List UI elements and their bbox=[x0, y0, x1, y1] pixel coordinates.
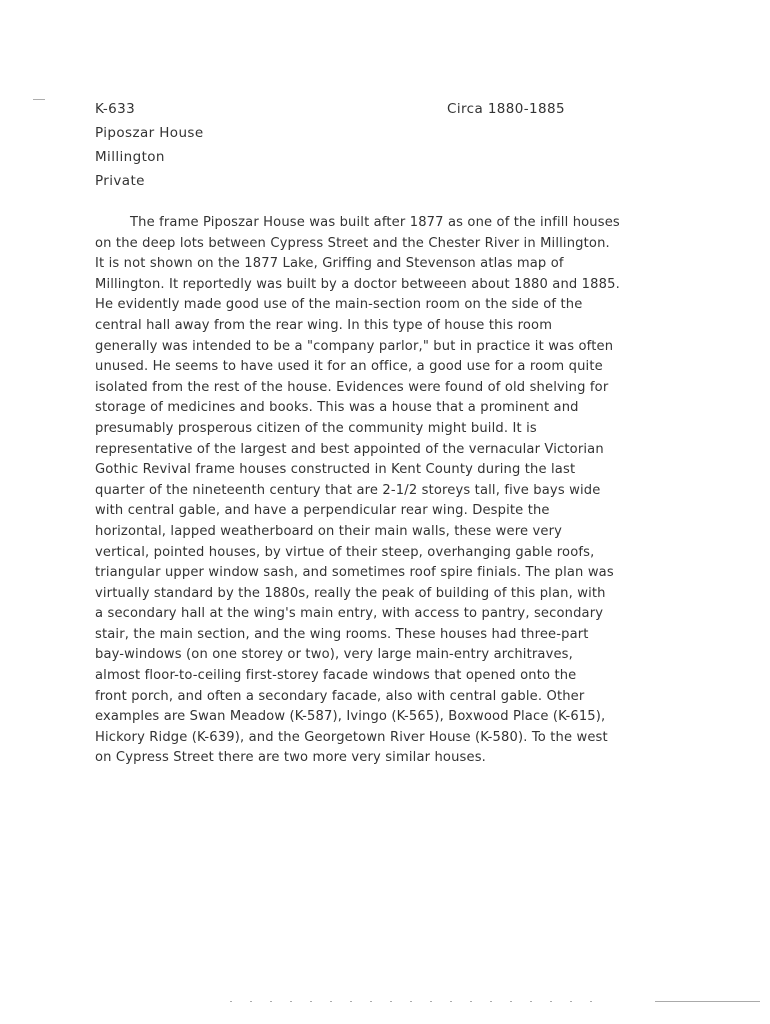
paragraph-line: Millington. It reportedly was built by a doctor betweeen about 1880 and 1885. bbox=[95, 276, 620, 292]
site-header bbox=[95, 97, 204, 193]
paragraph-line: central hall away from the rear wing. In this type of house this room bbox=[95, 317, 553, 333]
paragraph-line: isolated from the rest of the house. Evidences were found of old shelving for bbox=[95, 379, 609, 395]
paragraph-line: Hickory Ridge (K-639), and the Georgetown River House (K-580). To the west bbox=[95, 729, 608, 745]
property-name: Piposzar House bbox=[95, 125, 204, 141]
description-paragraph bbox=[95, 213, 655, 769]
paragraph-line: The frame Piposzar House was built after 1877 as one of the infill houses bbox=[130, 215, 620, 230]
site-number: K-633 bbox=[95, 101, 136, 117]
paragraph-line: quarter of the nineteenth century that are 2-1/2 storeys tall, five bays wide bbox=[95, 482, 601, 498]
paragraph-line: triangular upper window sash, and sometimes roof spire finials. The plan was bbox=[95, 565, 614, 581]
paragraph-line: examples are Swan Meadow (K-587), Ivingo (K-565), Boxwood Place (K-615), bbox=[95, 709, 606, 725]
paragraph-line: front porch, and often a secondary facade, also with central gable. Other bbox=[95, 688, 585, 704]
paragraph-line: a secondary hall at the wing's main entry, with access to pantry, secondary bbox=[95, 606, 604, 622]
location: Millington bbox=[95, 149, 165, 165]
paragraph-line: on the deep lots between Cypress Street and the Chester River in Millington. bbox=[95, 235, 610, 251]
footer-rule bbox=[655, 1001, 760, 1002]
scan-artifact-footer bbox=[230, 1001, 610, 1002]
paragraph-line: almost floor-to-ceiling first-storey facade windows that opened onto the bbox=[95, 668, 577, 684]
ownership: Private bbox=[95, 173, 145, 189]
paragraph-line: bay-windows (on one storey or two), very large main-entry architraves, bbox=[95, 647, 573, 663]
paragraph-line: vertical, pointed houses, by virtue of their steep, overhanging gable roofs, bbox=[95, 544, 595, 560]
paragraph-line: horizontal, lapped weatherboard on their main walls, these were very bbox=[95, 523, 562, 539]
paragraph-line: He evidently made good use of the main-section room on the side of the bbox=[95, 297, 583, 313]
paragraph-line: stair, the main section, and the wing rooms. These houses had three-part bbox=[95, 626, 589, 642]
paragraph-line: It is not shown on the 1877 Lake, Griffing and Stevenson atlas map of bbox=[95, 256, 564, 272]
paragraph-line: with central gable, and have a perpendicular rear wing. Despite the bbox=[95, 503, 550, 519]
paragraph-line: representative of the largest and best appointed of the vernacular Victorian bbox=[95, 441, 604, 457]
paragraph-line: presumably prosperous citizen of the community might build. It is bbox=[95, 420, 537, 436]
paragraph-line: generally was intended to be a "company parlor," but in practice it was often bbox=[95, 338, 614, 354]
paragraph-line: Gothic Revival frame houses constructed in Kent County during the last bbox=[95, 462, 576, 478]
scan-artifact bbox=[33, 99, 45, 100]
construction-date: Circa 1880-1885 bbox=[447, 101, 566, 117]
paragraph-line: virtually standard by the 1880s, really the peak of building of this plan, with bbox=[95, 585, 606, 601]
paragraph-line: storage of medicines and books. This was a house that a prominent and bbox=[95, 400, 579, 416]
paragraph-line: unused. He seems to have used it for an office, a good use for a room quite bbox=[95, 359, 603, 375]
paragraph-line: on Cypress Street there are two more very similar houses. bbox=[95, 750, 486, 766]
